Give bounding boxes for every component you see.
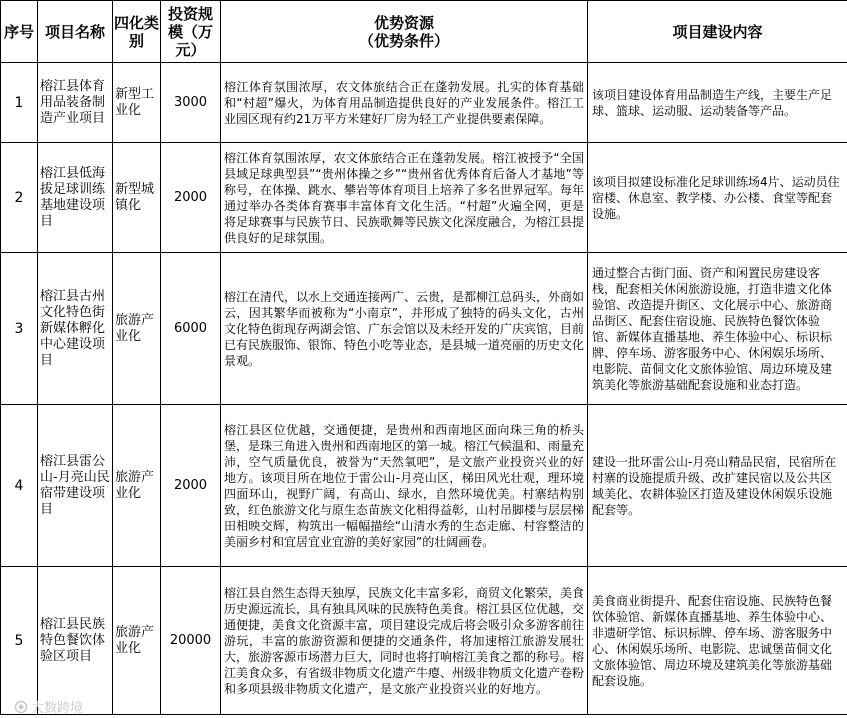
row-name: 榕江县雷公山-月亮山民宿带建设项目 — [38, 405, 113, 567]
row-investment: 2000 — [161, 143, 221, 253]
header-row — [1, 1, 847, 63]
row-index: 1 — [1, 63, 38, 143]
row-content: 该项目拟建设标准化足球训练场4片、运动员住宿楼、休息室、教学楼、办公楼、食堂等配套设施。 — [588, 143, 847, 253]
watermark-logo-icon — [14, 700, 28, 714]
row-name: 榕江县低海拔足球训练基地建设项目 — [38, 143, 113, 253]
row-advantage: 榕江在清代，以水上交通连接两广、云贵，是都柳江总码头，外商如云，因其繁华而被称为“小南京”，并形成了独特的码头文化，古州文化特色街现存两湖会馆、广东会馆以及未经开发的广庆宾馆，目前已有民族服饰、银饰、特色小吃等业态，是县城一道亮丽的历史文化景观。 — [221, 253, 588, 405]
row-index: 3 — [1, 253, 38, 405]
row-investment: 20000 — [161, 567, 221, 715]
row-investment: 2000 — [161, 405, 221, 567]
table-row — [1, 405, 847, 567]
row-content: 该项目建设体育用品制造生产线，主要生产足球、篮球、运动服、运动装备等产品。 — [588, 63, 847, 143]
row-content: 建设一批环雷公山-月亮山精品民宿，民宿所在村寨的设施提质升级、改扩建民宿以及公共区域美化、农耕体验区打造及建设休闲娱乐设施配套等。 — [588, 405, 847, 567]
row-index: 4 — [1, 405, 38, 567]
row-investment: 6000 — [161, 253, 221, 405]
watermark-text: 大数跨境 — [31, 701, 84, 716]
row-content: 美食商业街提升、配套住宿设施、民族特色餐饮体验馆、新媒体直播基地、养生体验中心、非遗研学馆、标识标牌、停车场、游客服务中心、休闲娱乐场所、电影院、忠诚堡苗侗文化文旅体验馆、周边环境及建筑美化等旅游基础配套设施。 — [588, 567, 847, 715]
header-category: 四化类别 — [113, 1, 161, 63]
row-name: 榕江县民族特色餐饮体验区项目 — [38, 567, 113, 715]
row-category: 旅游产业化 — [113, 567, 161, 715]
header-content: 项目建设内容 — [588, 1, 847, 63]
row-category: 新型城镇化 — [113, 143, 161, 253]
row-name: 榕江县古州文化特色街新媒体孵化中心建设项目 — [38, 253, 113, 405]
row-advantage: 榕江体育氛围浓厚，农文体旅结合正在蓬勃发展。扎实的体育基础和“村超”爆火，为体育用品制造提供良好的产业发展条件。榕江工业园区现有约21万平方米建好厂房为轻工产业提供要素保障。 — [221, 63, 588, 143]
row-content: 通过整合古街门面、资产和闲置民房建设客栈，配套相关休闲旅游设施，打造非遗文化体验馆、改造提升街区、文化展示中心、旅游商品街区、配套住宿设施、民族特色餐饮体验馆、新媒体直播基地、养生体验中心、标识标牌、停车场、游客服务中心、休闲娱乐场所、电影院、苗侗文化文旅体验馆、周边环境及建筑美化等旅游基础配套设施和业态打造。 — [588, 253, 847, 405]
row-name: 榕江县体育用品装备制造产业项目 — [38, 63, 113, 143]
row-category: 新型工业化 — [113, 63, 161, 143]
row-index: 2 — [1, 143, 38, 253]
watermark — [14, 697, 83, 716]
header-name: 项目名称 — [38, 1, 113, 63]
row-index: 5 — [1, 567, 38, 715]
table-row — [1, 253, 847, 405]
header-investment: 投资规模（万元） — [161, 1, 221, 63]
table-row — [1, 567, 847, 715]
row-advantage: 榕江体育氛围浓厚，农文体旅结合正在蓬勃发展。榕江被授予“全国县域足球典型县”“贵州体操之乡”“贵州省优秀体育后备人才基地”等称号，在体操、跳水、攀岩等体育项目上培养了多名世界冠军。每年通过举办各类体育赛事丰富体育文化生活。“村超”火遍全网，更是将足球赛事与民族节日、民族歌舞等民族文化深度融合，为榕江县提供良好的足球氛围。 — [221, 143, 588, 253]
row-advantage: 榕江县自然生态得天独厚，民族文化丰富多彩，商贸文化繁荣，美食历史源远流长，具有独具风味的民族特色美食。榕江县区位优越，交通便捷，美食文化资源丰富，项目建设完成后将会吸引众多游客前往游玩，丰富的旅游资源和便捷的交通条件，将加速榕江旅游发展壮大，旅游客源市场潜力巨大，同时也将打响榕江美食之都的称号。榕江美食众多，有省级非物质文化遗产牛瘪、州级非物质文化遗产卷粉和多项县级非物质文化遗产，是文旅产业投资兴业的好地方。 — [221, 567, 588, 715]
header-index: 序号 — [1, 1, 38, 63]
table-row — [1, 143, 847, 253]
header-advantage: 优势资源 （优势条件） — [221, 1, 588, 63]
row-category: 旅游产业化 — [113, 405, 161, 567]
table-row — [1, 63, 847, 143]
row-investment: 3000 — [161, 63, 221, 143]
row-category: 旅游产业化 — [113, 253, 161, 405]
row-advantage: 榕江县区位优越，交通便捷，是贵州和西南地区面向珠三角的桥头堡，是珠三角进入贵州和西南地区的第一城。榕江气候温和、雨量充沛，空气质量优良，被誉为“天然氧吧”，是文旅产业投资兴业的好地方。该项目所在地位于雷公山-月亮山区，梯田风光壮观，理环境四面环山，视野广阔，有高山、绿水，自然环境优美。村寨结构别致，红色旅游文化与原生态苗族文化相得益彰，山村吊脚楼与层层梯田相映交辉，构筑出一幅幅描绘“山清水秀的生态走廊、村容整洁的美丽乡村和宜居宜业宜游的美好家园”的壮阔画卷。 — [221, 405, 588, 567]
